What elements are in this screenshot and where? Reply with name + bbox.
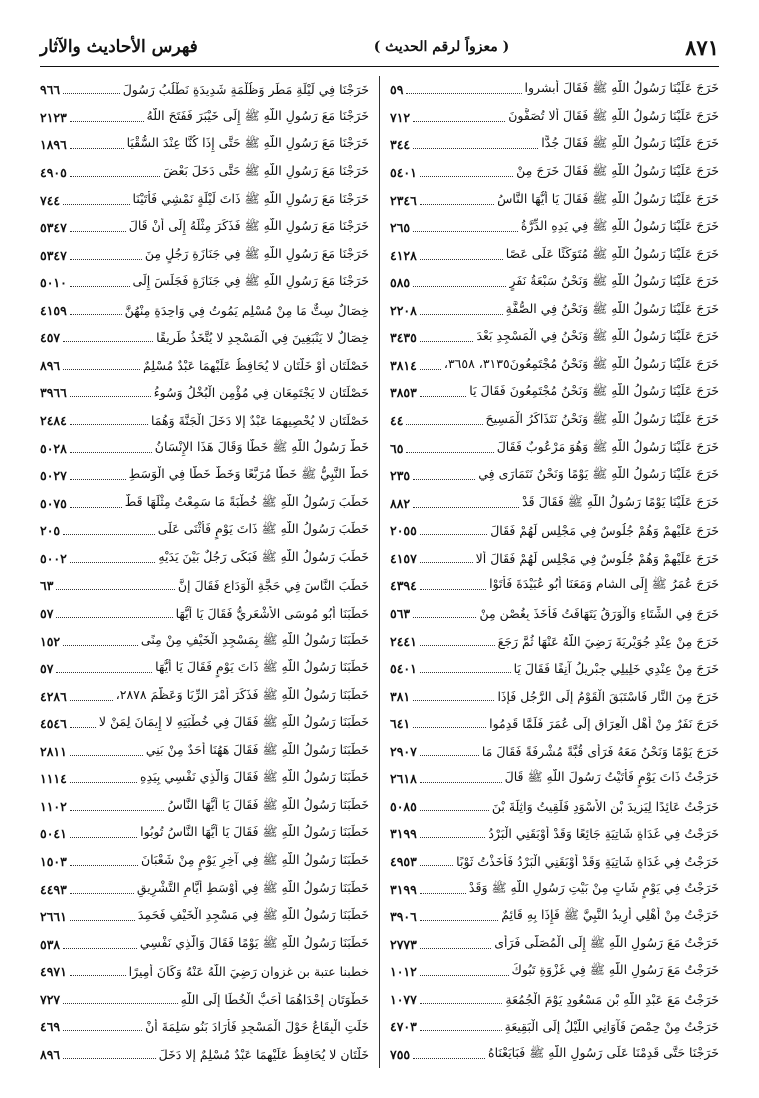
index-entry <box>390 1013 719 1041</box>
index-entry <box>40 104 369 132</box>
entry-ref-number: ١٠١٢ <box>390 964 417 980</box>
index-entry <box>390 738 719 766</box>
leader-dots <box>420 857 453 866</box>
index-entry <box>40 600 369 628</box>
leader-dots <box>70 471 126 480</box>
leader-dots <box>70 692 113 701</box>
index-title: فهرس الأحاديث والآثار <box>40 37 198 57</box>
leader-dots <box>413 140 538 149</box>
entry-text: خَطَبَنَا رَسُولُ اللَّهِ ﷺ فَقَالَ وَالَّذِي نَفْسِي بِيَدِهِ <box>139 769 369 785</box>
leader-dots <box>413 113 505 122</box>
entry-text: خَرَجَ عَلَيْنَا رَسُولُ اللَّهِ ﷺ وَنَحْنُ نَتَذَاكَرُ الْمَسِيحَ <box>485 411 719 427</box>
entry-ref-number: ٦٣ <box>40 578 54 594</box>
entry-text: خَرَجَ يَوْمًا وَنَحْنُ مَعَهُ فَرَأَى قُبَّةً مُشْرِفَةً فَقَالَ مَا <box>481 743 719 759</box>
leader-dots <box>420 333 474 342</box>
leader-dots <box>70 416 148 425</box>
entry-text: خَرَجْتُ فِي غَدَاةٍ شَاتِيَةٍ جَائِعًا وَقَدْ أَوْبَقَنِي الْبَرْدُ <box>488 826 719 842</box>
entry-text: خَصْلَتَانِ لا يُحْصِيهِمَا عَبْدٌ إِلا دَخَلَ الْجَنَّةَ وَهُمَا <box>150 413 369 429</box>
entry-text: خَطَبَنَا رَسُولُ اللَّهِ ﷺ فِي أَوْسَطِ أَيَّامِ التَّشْرِيقِ <box>136 879 369 895</box>
leader-dots <box>420 912 498 921</box>
entry-ref-number: ٥٧ <box>40 605 54 621</box>
index-entry <box>390 186 719 214</box>
entry-text: خَرَجَ عَلَيْهِمْ وَهُمْ جُلُوسٌ فِي مَجْلِسٍ لَهُمْ فَقَالَ <box>490 523 719 539</box>
leader-dots <box>63 940 137 949</box>
entry-ref-number: ٥٠٢٧ <box>40 468 67 484</box>
entry-ref-number: ٤٣٩٤ <box>390 578 417 594</box>
entry-text: خَرَجَ مِنَ النَّارِ فَاسْتَبَقَ الْقَوْمُ إِلَى الرَّجُلِ فَإِذَا <box>497 688 719 704</box>
entry-ref-number: ٤٤٩٣ <box>40 881 67 897</box>
leader-dots <box>413 692 494 701</box>
entry-text: خَطَّ رَسُولُ اللَّهِ ﷺ خَطًّا وَقَالَ هَذَا الإِنْسَانُ <box>154 438 369 454</box>
leader-dots <box>413 609 476 618</box>
leader-dots <box>406 416 482 425</box>
entry-text: خَطَبَنَا رَسُولُ اللَّهِ ﷺ فِي آخِرِ يَوْمٍ مِنْ شَعْبَانَ <box>140 852 369 868</box>
index-entry <box>40 352 369 380</box>
leader-dots <box>70 388 151 397</box>
entry-ref-number: ٤٧٠٣ <box>390 1019 417 1035</box>
index-entry <box>40 214 369 242</box>
leader-dots <box>70 113 144 122</box>
leader-dots <box>406 85 521 94</box>
index-entry <box>390 214 719 242</box>
index-entry <box>390 986 719 1014</box>
entry-text: خَرَجَ مِنْ عِنْدِ جُوَيْرِيَةَ رَضِيَ اللَّهُ عَنْهَا ثُمَّ رَجَعَ <box>497 633 719 649</box>
entry-text: خَرَجَ عَلَيْنَا رَسُولُ اللَّهِ ﷺ وَهُوَ مَرْعُوبٌ فَقَالَ <box>496 438 719 454</box>
entry-text: خَرَجْتُ مَعَ عَبْدِ اللَّهِ بْنِ مَسْعُودٍ يَوْمَ الْجُمُعَةِ <box>505 991 719 1007</box>
entry-ref-number: ٥٣٤٧ <box>40 247 67 263</box>
entry-text: خَرَجَ نَفَرٌ مِنْ أَهْلِ الْعِرَاقِ إِلَى عُمَرَ فَلَمَّا قَدِمُوا <box>489 716 719 732</box>
index-entry <box>40 820 369 848</box>
entry-ref-number: ٤٩٧١ <box>40 964 67 980</box>
leader-dots <box>413 223 518 232</box>
entry-text: خَرَجَ عَلَيْنَا رَسُولُ اللَّهِ ﷺ فَقَالَ جُدًّا <box>541 135 719 151</box>
entry-ref-number: ١٥٢ <box>40 633 61 649</box>
entry-ref-number: ٨٨٢ <box>390 495 411 511</box>
page-subtitle: ( معزواً لرقم الحديث ) <box>373 39 510 55</box>
entry-ref-number: ٢٢٠٨ <box>390 302 417 318</box>
entry-text: خَطَبَنَا رَسُولُ اللَّهِ ﷺ فَقَالَ فِي خُطْبَتِهِ لا إِيمَانَ لِمَنْ لا <box>98 714 369 730</box>
index-entry <box>390 572 719 600</box>
entry-text: خَطَبَ رَسُولُ اللَّهِ ﷺ ذَاتَ يَوْمٍ فَأَثْنَى عَلَى <box>157 521 369 537</box>
entry-text: خِصَالٌ سِتٌّ مَا مِنْ مُسْلِمٍ يَمُوتُ فِي وَاحِدَةٍ مِنْهُنَّ <box>124 302 369 318</box>
entry-text: خَطَبَ رَسُولُ اللَّهِ ﷺ فَبَكَى رَجُلٌ بَيْنَ يَدَيْهِ <box>158 548 369 564</box>
index-entry <box>40 793 369 821</box>
entry-ref-number: ٥٠٤١ <box>40 826 67 842</box>
leader-dots <box>420 829 486 838</box>
leader-dots <box>420 361 441 370</box>
entry-text: خَطَبَنَا رَسُولُ اللَّهِ ﷺ فَقَالَ هَهُنَا أَحَدٌ مِنْ بَنِي <box>145 741 369 757</box>
leader-dots <box>420 554 473 563</box>
entry-text: خَصْلَتَانِ أَوْ خَلَّتَانِ لا يُحَافِظُ عَلَيْهِمَا عَبْدٌ مُسْلِمٌ <box>142 357 369 373</box>
entry-ref-number: ٢٣٤٦ <box>390 192 417 208</box>
leader-dots <box>420 802 489 811</box>
entry-ref-number: ٥٠٢٨ <box>40 440 67 456</box>
entry-ref-number: ١٥٠٣ <box>40 854 67 870</box>
index-entry <box>390 324 719 352</box>
index-entry <box>390 352 719 380</box>
leader-dots <box>70 829 137 838</box>
entry-ref-number: ٥٩ <box>390 82 404 98</box>
index-entry <box>40 324 369 352</box>
leader-dots <box>420 251 503 260</box>
index-entry <box>40 489 369 517</box>
entry-ref-number: ٦٥ <box>390 440 404 456</box>
entry-ref-number: ٤٦٩ <box>40 1019 61 1035</box>
index-entry <box>40 710 369 738</box>
entry-text: خطبنا عتبة بن غزوان رَضِيَ اللَّهُ عَنْهُ وَكَانَ أَمِيرًا <box>128 964 369 980</box>
entry-text: خَرَجْتُ مِنْ حِمْصَ فَآوَانِي اللَّيْلُ إِلَى الْبَقِيعَةِ <box>504 1019 719 1035</box>
entry-text: خَرَجْنَا مَعَ رَسُولِ اللَّهِ ﷺ فَذَكَرَ مِثْلَهُ إِلَى أَنْ قَالَ <box>128 218 369 234</box>
index-entry <box>390 875 719 903</box>
entry-ref-number: ٢٧٧٣ <box>390 936 417 952</box>
entry-ref-number: ٤٥٧ <box>40 330 61 346</box>
entry-ref-number: ٣٨١ <box>390 688 411 704</box>
leader-dots <box>63 196 129 205</box>
leader-dots <box>70 802 165 811</box>
leader-dots <box>70 140 124 149</box>
entry-ref-number: ٥٠٠٢ <box>40 550 67 566</box>
leader-dots <box>63 526 155 535</box>
entry-text: خَرَجْنَا مَعَ رَسُولِ اللَّهِ ﷺ ذَاتَ لَيْلَةٍ نَمْشِي فَأَتَيْنَا <box>132 190 369 206</box>
entry-ref-number: ٣٨٥٣ <box>390 385 417 401</box>
index-entry <box>40 76 369 104</box>
entry-ref-number: ٣٤٣٥ <box>390 330 417 346</box>
leader-dots <box>413 719 486 728</box>
entry-text: خَطَبَ رَسُولُ اللَّهِ ﷺ خُطْبَةً مَا سَمِعْتُ مِثْلَهَا قَطُّ <box>124 493 369 509</box>
index-entry <box>390 241 719 269</box>
leader-dots <box>413 1050 485 1059</box>
entry-text: خَطَّ النَّبِيُّ ﷺ خَطًّا مُرَبَّعًا وَخَطَّ خَطًّا فِي الْوَسَطِ <box>128 466 369 482</box>
index-entry <box>390 104 719 132</box>
entry-ref-number: ٤١٢٨ <box>390 247 417 263</box>
leader-dots <box>420 526 487 535</box>
index-entry <box>390 131 719 159</box>
entry-text: خَطَبَ النَّاسَ فِي حَجَّةِ الْوَدَاعِ فَقَالَ إِنَّ <box>177 578 369 594</box>
entry-ref-number: ٣٤٤ <box>390 137 411 153</box>
entry-ref-number: ٥٤٠١ <box>390 164 417 180</box>
index-entry <box>390 958 719 986</box>
leader-dots <box>420 637 495 646</box>
index-entry <box>40 407 369 435</box>
entry-ref-number: ٤٥٤٦ <box>40 716 67 732</box>
index-entry <box>390 379 719 407</box>
entry-ref-number: ٥٨٥ <box>390 275 411 291</box>
entry-text: خَرَجَ عَلَيْنَا رَسُولُ اللَّهِ ﷺ وَنَحْنُ فِي الصُّفَّةِ <box>505 300 719 316</box>
index-entry <box>40 655 369 683</box>
entry-ref-number: ١١١٤ <box>40 771 67 787</box>
leader-dots <box>420 885 466 894</box>
leader-dots <box>70 747 143 756</box>
entry-ref-number: ٥٠٧٥ <box>40 495 67 511</box>
index-entry <box>40 958 369 986</box>
index-entry <box>390 600 719 628</box>
entry-ref-number: ٢٠٥٥ <box>390 523 417 539</box>
right-column <box>382 76 719 1068</box>
index-entry <box>390 462 719 490</box>
entry-text: خَرَجَ عَلَيْنَا رَسُولُ اللَّهِ ﷺ فَقَالَ ألا تُصَفُّونَ <box>508 107 719 123</box>
entry-text: خَرَجْنَا حَتَّى قَدِمْنَا عَلَى رَسُولِ اللَّهِ ﷺ فَبَايَعْنَاهُ <box>488 1044 719 1060</box>
entry-text: خَرَجَ عَلَيْنَا رَسُولُ اللَّهِ ﷺ وَنَحْنُ سَبْعَةُ نَفَرٍ <box>509 273 719 289</box>
index-entry <box>390 1041 719 1069</box>
entry-text: خَرَجْتُ ذَاتَ يَوْمٍ فَأَتَيْتُ رَسُولَ اللَّهِ ﷺ قَالَ <box>504 769 719 785</box>
entry-ref-number: ٤٤ <box>390 413 404 429</box>
leader-dots <box>56 609 172 618</box>
index-entry <box>390 903 719 931</box>
entry-text: خَرَجَ عَلَيْنَا رَسُولُ اللَّهِ ﷺ فَقَالَ خَرَجَ مِنْ <box>516 162 719 178</box>
index-entry <box>40 903 369 931</box>
entry-ref-number: ٥٣٨ <box>40 936 61 952</box>
index-entry <box>390 848 719 876</box>
entry-text: خَرَجْنَا مَعَ رَسُولِ اللَّهِ ﷺ حَتَّى دَخَلَ بَعْضَ <box>163 162 369 178</box>
entry-text: خَطَبَنَا رَسُولُ اللَّهِ ﷺ فَقَالَ يَا أَيُّهَا النَّاسُ تُوبُوا <box>140 824 369 840</box>
entry-ref-number: ٢٦١٨ <box>390 771 417 787</box>
leader-dots <box>63 637 138 646</box>
entry-text: خَرَجْتُ فِي يَوْمٍ شَاتٍ مِنْ بَيْتِ رَسُولِ اللَّهِ ﷺ وَقَدْ <box>468 879 719 895</box>
entry-ref-number: ٢٤٨٤ <box>40 413 67 429</box>
leader-dots <box>420 664 511 673</box>
leader-dots <box>70 719 96 728</box>
entry-ref-number: ٢٨١١ <box>40 743 67 759</box>
entry-text: خَرَجْنَا مَعَ رَسُولِ اللَّهِ ﷺ إِلَى خَيْبَرَ فَفَتَحَ اللَّهُ <box>146 107 369 123</box>
leader-dots <box>420 967 509 976</box>
entry-text: خَطَبَنَا رَسُولُ اللَّهِ ﷺ بِمَسْجِدِ الْخَيْفِ مِنْ مِنًى <box>140 631 369 647</box>
index-entry <box>40 545 369 573</box>
index-entry <box>390 710 719 738</box>
index-entry <box>40 297 369 325</box>
leader-dots <box>63 1022 142 1031</box>
entry-ref-number: ٨٩٦ <box>40 357 61 373</box>
entry-text: خَرَجَ عَلَيْنَا رَسُولُ اللَّهِ ﷺ مُتَوَكِّئًا عَلَى عَصًا <box>505 245 719 261</box>
leader-dots <box>420 581 486 590</box>
entry-text: خَرَجَ عَلَيْنَا رَسُولُ اللَّهِ ﷺ فَقَالَ أبشروا <box>524 80 719 96</box>
entry-ref-number: ٢٦٦١ <box>40 909 67 925</box>
index-columns <box>40 76 719 1068</box>
entry-text: خَرَجَ عَلَيْنَا رَسُولُ اللَّهِ ﷺ فِي يَدِهِ الدِّرَّةُ <box>520 218 719 234</box>
leader-dots <box>70 168 160 177</box>
entry-text: خَرَجْنَا مَعَ رَسُولِ اللَّهِ ﷺ فِي جَنَازَةٍ فَجَلَسَ إِلَى <box>132 273 369 289</box>
page-number: ٨٧١ <box>685 34 719 60</box>
leader-dots <box>63 333 153 342</box>
entry-text: خَرَجْتُ فِي غَدَاةٍ شَاتِيَةٍ وَقَدْ أَوْبَقَنِي الْبَرْدُ فَأَخَذْتُ ثَوْبًا <box>456 854 719 870</box>
entry-ref-number: ٧٢٧ <box>40 991 61 1007</box>
entry-ref-number: ٥٠٨٥ <box>390 798 417 814</box>
leader-dots <box>70 251 142 260</box>
leader-dots <box>70 885 134 894</box>
entry-ref-number: ٣١٩٩ <box>390 881 417 897</box>
leader-dots <box>420 388 466 397</box>
entry-ref-number: ٤١٥٩ <box>40 302 67 318</box>
index-entry <box>390 545 719 573</box>
entry-ref-number: ٢٦٥ <box>390 220 411 236</box>
index-entry <box>390 765 719 793</box>
index-entry <box>390 820 719 848</box>
leader-dots <box>70 278 130 287</box>
index-entry <box>390 627 719 655</box>
index-entry <box>390 655 719 683</box>
index-entry <box>390 517 719 545</box>
entry-ref-number: ١١٠٢ <box>40 798 67 814</box>
entry-text: خَرَجْتُ مَعَ رَسُولِ اللَّهِ ﷺ فِي غَزْوَةِ تَبُوكَ <box>511 962 719 978</box>
entry-text: خَرَجْنَا فِي لَيْلَةِ مَطَرٍ وَظُلْمَةٍ شَدِيدَةٍ نَطْلُبُ رَسُولَ <box>122 82 369 98</box>
leader-dots <box>70 499 122 508</box>
entry-ref-number: ٤٩٥٣ <box>390 854 417 870</box>
entry-text: خَرَجَ عَلَيْنَا رَسُولُ اللَّهِ ﷺ فَقَالَ يَا أَيُّهَا النَّاسُ <box>497 190 719 206</box>
index-entry <box>40 627 369 655</box>
leader-dots <box>420 940 491 949</box>
entry-text: خَرَجْنَا مَعَ رَسُولِ اللَّهِ ﷺ حَتَّى إِذَا كُنَّا عِنْدَ السُّقْيَا <box>126 135 369 151</box>
entry-text: خَصْلَتَانِ لا يَجْتَمِعَانِ فِي مُؤْمِنٍ الْبُخْلُ وَسُوءُ <box>153 385 369 401</box>
entry-text: خَلَّتَانِ لا يُحَافِظُ عَلَيْهِمَا عَبْدٌ مُسْلِمٌ إِلا دَخَلَ <box>158 1046 369 1062</box>
entry-text: خَطَبَنَا رَسُولُ اللَّهِ ﷺ فِي مَسْجِدِ الْخَيْفِ فَحَمِدَ <box>137 907 369 923</box>
leader-dots <box>70 444 152 453</box>
leader-dots <box>70 554 156 563</box>
leader-dots <box>56 581 174 590</box>
entry-ref-number: ٤٩٠٥ <box>40 164 67 180</box>
entry-text: خَلَتِ الْبِقَاعُ حَوْلَ الْمَسْجِدِ فَأَرَادَ بَنُو سَلِمَةَ أَنْ <box>145 1019 369 1035</box>
index-entry <box>390 930 719 958</box>
entry-ref-number: ٦٤١ <box>390 716 411 732</box>
index-entry <box>40 765 369 793</box>
index-entry <box>390 76 719 104</box>
index-entry <box>40 875 369 903</box>
leader-dots <box>420 168 513 177</box>
page-header <box>40 30 719 64</box>
leader-dots <box>420 995 503 1004</box>
leader-dots <box>70 774 137 783</box>
index-entry <box>390 682 719 710</box>
entry-ref-number: ٥٣٤٧ <box>40 220 67 236</box>
index-entry <box>40 131 369 159</box>
leader-dots <box>413 471 475 480</box>
index-entry <box>40 462 369 490</box>
entry-text: خَرَجَ عَلَيْنَا يَوْمًا رَسُولُ اللَّهِ ﷺ فَقَالَ قَدْ <box>522 493 719 509</box>
index-entry <box>40 517 369 545</box>
index-entry <box>390 407 719 435</box>
entry-text: خَطَبَنَا رَسُولُ اللَّهِ ﷺ فَقَالَ يَا أَيُّهَا النَّاسُ <box>167 796 369 812</box>
leader-dots <box>63 1050 155 1059</box>
leader-dots <box>63 995 178 1004</box>
index-entry <box>40 434 369 462</box>
leader-dots <box>63 361 140 370</box>
leader-dots <box>70 912 135 921</box>
entry-ref-number: ٣١٩٩ <box>390 826 417 842</box>
entry-text: خَرَجَ عُمَرُ ﷺ إِلَى الشام وَمَعَنَا أَبُو عُبَيْدَةَ فَأَتَوْا <box>489 576 719 592</box>
index-entry <box>40 986 369 1014</box>
leader-dots <box>420 196 494 205</box>
entry-ref-number: ٥٦٣ <box>390 605 411 621</box>
left-column <box>40 76 377 1068</box>
entry-ref-number: ١٨٩٦ <box>40 137 67 153</box>
entry-text: خَطَبَنَا رَسُولُ اللَّهِ ﷺ يَوْمًا فَقَالَ وَالَّذِي نَفْسِي <box>139 934 369 950</box>
entry-text: خَرَجْتُ مِنْ أَهْلِي أُرِيدُ النَّبِيَّ ﷺ فَإِذَا بِهِ قَائِمٌ <box>501 907 719 923</box>
leader-dots <box>420 1022 502 1031</box>
index-entry <box>40 241 369 269</box>
index-entry <box>390 489 719 517</box>
entry-ref-number: ٣٩٦٦ <box>40 385 67 401</box>
index-entry <box>40 1041 369 1069</box>
leader-dots <box>70 857 138 866</box>
entry-text: خَرَجَ عَلَيْنَا رَسُولُ اللَّهِ ﷺ يَوْمًا وَنَحْنُ نَتَمَارَى فِي <box>478 466 719 482</box>
index-entry <box>40 159 369 187</box>
entry-ref-number: ٧٥٥ <box>390 1046 411 1062</box>
entry-text: خَرَجْنَا مَعَ رَسُولِ اللَّهِ ﷺ فِي جَنَازَةِ رَجُلٍ مِنَ <box>144 245 369 261</box>
index-entry <box>40 682 369 710</box>
header-rule <box>40 66 719 67</box>
entry-ref-number: ٢٤٤١ <box>390 633 417 649</box>
index-entry <box>390 159 719 187</box>
column-divider <box>379 76 380 1068</box>
index-entry <box>40 269 369 297</box>
entry-ref-number: ٧١٢ <box>390 109 411 125</box>
leader-dots <box>413 278 506 287</box>
entry-text: خَرَجَ عَلَيْنَا رَسُولُ اللَّهِ ﷺ وَنَحْنُ مُجْتَمِعُونَ٣١٣٥، ٣٦٥٨، <box>443 355 719 371</box>
entry-text: خَرَجَ عَلَيْهِمْ وَهُمْ جُلُوسٌ فِي مَجْلِسٍ لَهُمْ فَقَالَ ألا <box>475 550 719 566</box>
index-entry <box>40 848 369 876</box>
entry-text: خَرَجَ مِنْ عِنْدِي خَلِيلِي جِبْرِيلُ آنِفًا فَقَالَ يَا <box>513 661 719 677</box>
leader-dots <box>420 774 502 783</box>
entry-ref-number: ٤١٥٧ <box>390 550 417 566</box>
entry-text: خِصَالٌ لا يَنْبَغِينَ فِي الْمَسْجِدِ لا يُتَّخَذُ طَرِيقًا <box>156 330 369 346</box>
leader-dots <box>420 747 479 756</box>
entry-ref-number: ٥٤٠١ <box>390 661 417 677</box>
entry-text: خَطَبَنَا رَسُولُ اللَّهِ ﷺ فَذَكَرَ أَمْرَ الرِّبَا وَعَظَّمَ ٢٨٧٨، <box>115 686 369 702</box>
index-entry <box>40 738 369 766</box>
index-entry <box>390 297 719 325</box>
entry-ref-number: ١٠٧٧ <box>390 991 417 1007</box>
index-entry <box>40 379 369 407</box>
leader-dots <box>420 306 503 315</box>
leader-dots <box>56 664 152 673</box>
entry-text: خَطَبَنَا أَبُو مُوسَى الأَشْعَرِيُّ فَقَالَ يَا أَيُّهَا <box>175 605 369 621</box>
entry-text: خَرَجْتُ عَائِدًا لِيَزِيدَ بْنِ الأَسْوَدِ فَلَقِيتُ وَاثِلَةَ بْنَ <box>491 798 719 814</box>
index-entry <box>40 186 369 214</box>
entry-ref-number: ٥٧ <box>40 661 54 677</box>
entry-text: خَرَجْتُ مَعَ رَسُولِ اللَّهِ ﷺ إِلَى الْمُصَلَّى فَرَأَى <box>494 934 719 950</box>
leader-dots <box>70 223 126 232</box>
entry-text: خَطْوَتَانِ إِحْدَاهُمَا أَحَبُّ الْخُطَا إِلَى اللَّهِ <box>180 991 369 1007</box>
leader-dots <box>70 967 126 976</box>
entry-ref-number: ٢١٢٣ <box>40 109 67 125</box>
entry-ref-number: ٨٩٦ <box>40 1046 61 1062</box>
index-entry <box>390 434 719 462</box>
leader-dots <box>413 499 519 508</box>
index-entry <box>40 572 369 600</box>
index-entry <box>390 793 719 821</box>
entry-ref-number: ٤٢٨٦ <box>40 688 67 704</box>
entry-text: خَرَجَ عَلَيْنَا رَسُولُ اللَّهِ ﷺ وَنَحْنُ فِي الْمَسْجِدِ بَعْدَ <box>476 328 719 344</box>
entry-ref-number: ٢٠٥ <box>40 523 61 539</box>
entry-text: خَرَجَ فِي الشِّتَاءِ وَالْوَرَقُ يَتَهَافَتُ فَأَخَذَ بِغُصْنٍ مِنْ <box>479 605 719 621</box>
leader-dots <box>70 306 122 315</box>
index-entry <box>40 1013 369 1041</box>
entry-ref-number: ٣٨١٤ <box>390 357 417 373</box>
leader-dots <box>406 444 493 453</box>
index-entry <box>40 930 369 958</box>
leader-dots <box>63 85 120 94</box>
entry-text: خَطَبَنَا رَسُولُ اللَّهِ ﷺ ذَاتَ يَوْمٍ فَقَالَ يَا أَيُّهَا <box>155 659 369 675</box>
entry-ref-number: ٧٤٤ <box>40 192 61 208</box>
entry-ref-number: ٣٩٠٦ <box>390 909 417 925</box>
entry-ref-number: ٢٣٥ <box>390 468 411 484</box>
entry-ref-number: ٥٠١٠ <box>40 275 67 291</box>
index-entry <box>390 269 719 297</box>
entry-ref-number: ٩٦٦ <box>40 82 61 98</box>
entry-ref-number: ٢٩٠٧ <box>390 743 417 759</box>
entry-text: خَرَجَ عَلَيْنَا رَسُولُ اللَّهِ ﷺ وَنَحْنُ مُجْتَمِعُونَ فَقَالَ يَا <box>469 383 719 399</box>
